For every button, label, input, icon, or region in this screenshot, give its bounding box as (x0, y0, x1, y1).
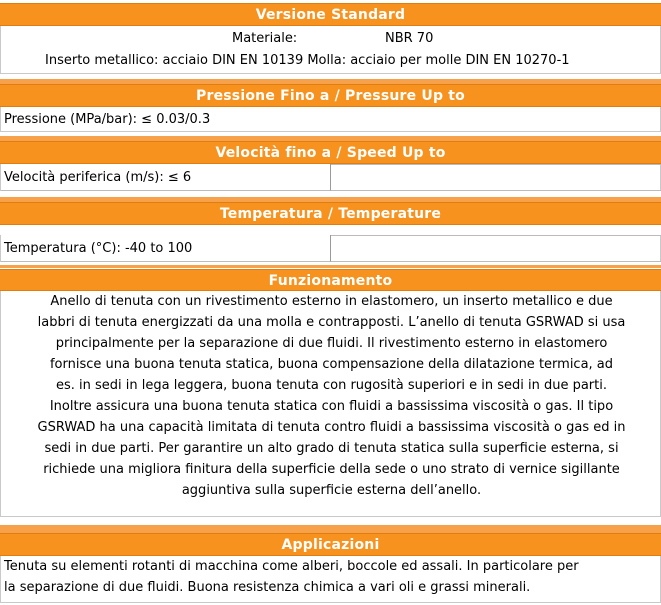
materiale-value: NBR 70 (385, 31, 434, 46)
temperatura-section (0, 235, 661, 262)
funzionamento-line: principalmente per la separazione di due fluidi. Il rivestimento esterno in elastomero (55, 336, 608, 351)
temperatura-text: Temperatura (°C): -40 to 100 (4, 241, 193, 256)
temperatura-header: Temperatura / Temperature (0, 202, 661, 225)
velocita-header: Velocità fino a / Speed Up to (0, 141, 661, 164)
applicazioni-line: Tenuta su elementi rotanti di macchina come alberi, boccole ed assali. In particolare per (4, 559, 579, 574)
funzionamento-line: richiede una migliora finitura della superficie della sede o uno strato di vernice sigillante (43, 462, 620, 477)
pressione-section (0, 107, 661, 132)
funzionamento-section (0, 291, 661, 517)
temperatura-empty-cell (331, 235, 661, 262)
materiale-label: Materiale: (232, 31, 298, 46)
applicazioni-line: la separazione di due fluidi. Buona resistenza chimica a vari oli e grassi minerali. (4, 580, 531, 595)
funzionamento-line: aggiuntiva sulla superficie esterna dell’anello. (181, 483, 482, 498)
velocita-empty-cell (331, 164, 661, 191)
versione-section (0, 26, 661, 74)
temperatura-cell (1, 235, 331, 262)
funzionamento-line: GSRWAD ha una capacità limitata di tenuta contro fluidi a bassissima viscosità o gas ed in (37, 420, 626, 435)
funzionamento-line: Inoltre assicura una buona tenuta statica con fluidi a bassissima viscosità o gas. Il tipo (49, 399, 614, 414)
funzionamento-header: Funzionamento (0, 269, 661, 291)
velocita-cell (1, 164, 331, 191)
inserto-text: Inserto metallico: acciaio DIN EN 10139 Molla: acciaio per molle DIN EN 10270-1 (45, 53, 570, 68)
applicazioni-paragraph (4, 556, 659, 598)
funzionamento-paragraph (7, 291, 656, 501)
divider (0, 265, 661, 268)
divider (0, 525, 661, 533)
funzionamento-line: Anello di tenuta con un rivestimento esterno in elastomero, un inserto metallico e due (50, 294, 613, 309)
velocita-section (0, 164, 661, 191)
pressione-header: Pressione Fino a / Pressure Up to (0, 84, 661, 107)
applicazioni-section (0, 556, 661, 603)
funzionamento-line: es. in sedi in lega leggera, buona tenuta con rugosità superiori e in sedi in due parti. (56, 378, 607, 393)
velocita-text: Velocità periferica (m/s): ≤ 6 (4, 170, 192, 185)
funzionamento-line: fornisce una buona tenuta statica, buona compensazione della dilatazione termica, ad (49, 357, 614, 372)
funzionamento-line: labbri di tenuta energizzati da una molla e contrapposti. L’anello di tenuta GSRWAD si usa (37, 315, 626, 330)
pressione-text: Pressione (MPa/bar): ≤ 0.03/0.3 (4, 112, 211, 127)
funzionamento-line: sedi in due parti. Per garantire un alto grado di tenuta statica sulla superficie esterna, si (44, 441, 619, 456)
versione-header: Versione Standard (0, 3, 661, 26)
applicazioni-header: Applicazioni (0, 533, 661, 556)
